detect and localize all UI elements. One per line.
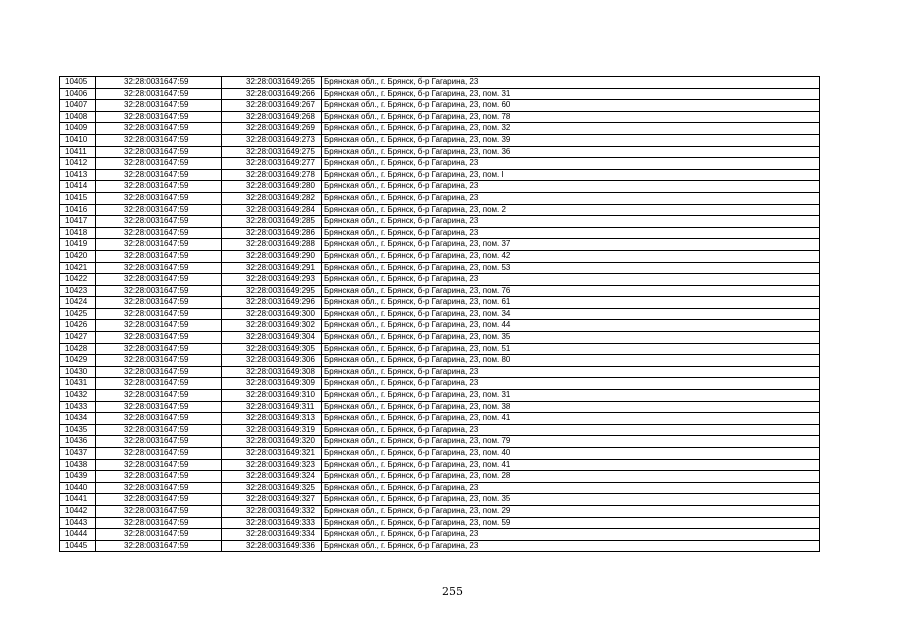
address-cell: Брянская обл., г. Брянск, б-р Гагарина, 23, пом. 76: [322, 285, 820, 297]
address-cell: Брянская обл., г. Брянск, б-р Гагарина, 23, пом. 79: [322, 436, 820, 448]
object-cadastral-number-cell: 32:28:0031649:309: [222, 378, 322, 390]
land-cadastral-number-cell: 32:28:0031647:59: [96, 297, 222, 309]
land-cadastral-number-cell: 32:28:0031647:59: [96, 158, 222, 170]
object-cadastral-number-cell: 32:28:0031649:300: [222, 308, 322, 320]
address-cell: Брянская обл., г. Брянск, б-р Гагарина, 23, пом. 38: [322, 401, 820, 413]
address-cell: Брянская обл., г. Брянск, б-р Гагарина, 23, пом. 2: [322, 204, 820, 216]
land-cadastral-number-cell: 32:28:0031647:59: [96, 366, 222, 378]
address-cell: Брянская обл., г. Брянск, б-р Гагарина, 23, пом. 78: [322, 111, 820, 123]
row-number-cell: 10418: [60, 227, 96, 239]
table-row: [60, 517, 820, 529]
object-cadastral-number-cell: 32:28:0031649:311: [222, 401, 322, 413]
row-number-cell: 10436: [60, 436, 96, 448]
row-number-cell: 10422: [60, 274, 96, 286]
land-cadastral-number-cell: 32:28:0031647:59: [96, 390, 222, 402]
object-cadastral-number-cell: 32:28:0031649:304: [222, 332, 322, 344]
object-cadastral-number-cell: 32:28:0031649:273: [222, 134, 322, 146]
object-cadastral-number-cell: 32:28:0031649:325: [222, 482, 322, 494]
object-cadastral-number-cell: 32:28:0031649:295: [222, 285, 322, 297]
table-row: [60, 204, 820, 216]
table-row: [60, 482, 820, 494]
address-cell: Брянская обл., г. Брянск, б-р Гагарина, 23, пом. 35: [322, 494, 820, 506]
table-row: [60, 146, 820, 158]
land-cadastral-number-cell: 32:28:0031647:59: [96, 459, 222, 471]
object-cadastral-number-cell: 32:28:0031649:302: [222, 320, 322, 332]
row-number-cell: 10417: [60, 216, 96, 228]
address-cell: Брянская обл., г. Брянск, б-р Гагарина, 23: [322, 216, 820, 228]
object-cadastral-number-cell: 32:28:0031649:336: [222, 540, 322, 552]
address-cell: Брянская обл., г. Брянск, б-р Гагарина, 23, пом. 60: [322, 100, 820, 112]
row-number-cell: 10440: [60, 482, 96, 494]
object-cadastral-number-cell: 32:28:0031649:306: [222, 355, 322, 367]
row-number-cell: 10441: [60, 494, 96, 506]
land-cadastral-number-cell: 32:28:0031647:59: [96, 308, 222, 320]
address-cell: Брянская обл., г. Брянск, б-р Гагарина, 23, пом. 44: [322, 320, 820, 332]
table-row: [60, 77, 820, 89]
address-cell: Брянская обл., г. Брянск, б-р Гагарина, 23, пом. 31: [322, 88, 820, 100]
row-number-cell: 10429: [60, 355, 96, 367]
object-cadastral-number-cell: 32:28:0031649:334: [222, 529, 322, 541]
row-number-cell: 10428: [60, 343, 96, 355]
land-cadastral-number-cell: 32:28:0031647:59: [96, 88, 222, 100]
table-row: [60, 343, 820, 355]
object-cadastral-number-cell: 32:28:0031649:284: [222, 204, 322, 216]
page-number: 255: [442, 585, 463, 598]
table-row: [60, 366, 820, 378]
object-cadastral-number-cell: 32:28:0031649:321: [222, 448, 322, 460]
land-cadastral-number-cell: 32:28:0031647:59: [96, 505, 222, 517]
land-cadastral-number-cell: 32:28:0031647:59: [96, 274, 222, 286]
table-row: [60, 262, 820, 274]
table-row: [60, 413, 820, 425]
object-cadastral-number-cell: 32:28:0031649:282: [222, 192, 322, 204]
row-number-cell: 10410: [60, 134, 96, 146]
address-cell: Брянская обл., г. Брянск, б-р Гагарина, 23, пом. 40: [322, 448, 820, 460]
table-row: [60, 471, 820, 483]
land-cadastral-number-cell: 32:28:0031647:59: [96, 540, 222, 552]
address-cell: Брянская обл., г. Брянск, б-р Гагарина, 23, пом. 41: [322, 413, 820, 425]
address-cell: Брянская обл., г. Брянск, б-р Гагарина, 23: [322, 529, 820, 541]
table-row: [60, 88, 820, 100]
registry-table-body: [60, 77, 820, 552]
land-cadastral-number-cell: 32:28:0031647:59: [96, 146, 222, 158]
table-row: [60, 529, 820, 541]
row-number-cell: 10421: [60, 262, 96, 274]
row-number-cell: 10407: [60, 100, 96, 112]
land-cadastral-number-cell: 32:28:0031647:59: [96, 332, 222, 344]
land-cadastral-number-cell: 32:28:0031647:59: [96, 250, 222, 262]
address-cell: Брянская обл., г. Брянск, б-р Гагарина, 23, пом. 31: [322, 390, 820, 402]
address-cell: Брянская обл., г. Брянск, б-р Гагарина, 23, пом. 41: [322, 459, 820, 471]
address-cell: Брянская обл., г. Брянск, б-р Гагарина, 23, пом. 39: [322, 134, 820, 146]
address-cell: Брянская обл., г. Брянск, б-р Гагарина, 23: [322, 482, 820, 494]
table-row: [60, 158, 820, 170]
object-cadastral-number-cell: 32:28:0031649:291: [222, 262, 322, 274]
land-cadastral-number-cell: 32:28:0031647:59: [96, 169, 222, 181]
row-number-cell: 10425: [60, 308, 96, 320]
land-cadastral-number-cell: 32:28:0031647:59: [96, 181, 222, 193]
address-cell: Брянская обл., г. Брянск, б-р Гагарина, 23, пом. 59: [322, 517, 820, 529]
object-cadastral-number-cell: 32:28:0031649:278: [222, 169, 322, 181]
table-row: [60, 274, 820, 286]
table-row: [60, 285, 820, 297]
table-row: [60, 424, 820, 436]
object-cadastral-number-cell: 32:28:0031649:323: [222, 459, 322, 471]
address-cell: Брянская обл., г. Брянск, б-р Гагарина, 23: [322, 540, 820, 552]
table-row: [60, 494, 820, 506]
address-cell: Брянская обл., г. Брянск, б-р Гагарина, 23, пом. 32: [322, 123, 820, 135]
object-cadastral-number-cell: 32:28:0031649:277: [222, 158, 322, 170]
land-cadastral-number-cell: 32:28:0031647:59: [96, 343, 222, 355]
land-cadastral-number-cell: 32:28:0031647:59: [96, 448, 222, 460]
table-row: [60, 111, 820, 123]
address-cell: Брянская обл., г. Брянск, б-р Гагарина, 23, пом. 28: [322, 471, 820, 483]
row-number-cell: 10432: [60, 390, 96, 402]
land-cadastral-number-cell: 32:28:0031647:59: [96, 529, 222, 541]
land-cadastral-number-cell: 32:28:0031647:59: [96, 227, 222, 239]
table-row: [60, 308, 820, 320]
table-row: [60, 181, 820, 193]
table-row: [60, 436, 820, 448]
row-number-cell: 10439: [60, 471, 96, 483]
object-cadastral-number-cell: 32:28:0031649:285: [222, 216, 322, 228]
row-number-cell: 10437: [60, 448, 96, 460]
row-number-cell: 10416: [60, 204, 96, 216]
address-cell: Брянская обл., г. Брянск, б-р Гагарина, 23, пом. 42: [322, 250, 820, 262]
object-cadastral-number-cell: 32:28:0031649:288: [222, 239, 322, 251]
row-number-cell: 10412: [60, 158, 96, 170]
table-row: [60, 332, 820, 344]
land-cadastral-number-cell: 32:28:0031647:59: [96, 204, 222, 216]
object-cadastral-number-cell: 32:28:0031649:293: [222, 274, 322, 286]
table-row: [60, 378, 820, 390]
table-row: [60, 390, 820, 402]
object-cadastral-number-cell: 32:28:0031649:324: [222, 471, 322, 483]
object-cadastral-number-cell: 32:28:0031649:290: [222, 250, 322, 262]
table-row: [60, 192, 820, 204]
row-number-cell: 10409: [60, 123, 96, 135]
address-cell: Брянская обл., г. Брянск, б-р Гагарина, 23: [322, 378, 820, 390]
row-number-cell: 10405: [60, 77, 96, 89]
address-cell: Брянская обл., г. Брянск, б-р Гагарина, 23, пом. 29: [322, 505, 820, 517]
row-number-cell: 10430: [60, 366, 96, 378]
row-number-cell: 10424: [60, 297, 96, 309]
table-row: [60, 401, 820, 413]
land-cadastral-number-cell: 32:28:0031647:59: [96, 482, 222, 494]
object-cadastral-number-cell: 32:28:0031649:267: [222, 100, 322, 112]
row-number-cell: 10438: [60, 459, 96, 471]
table-row: [60, 169, 820, 181]
land-cadastral-number-cell: 32:28:0031647:59: [96, 494, 222, 506]
object-cadastral-number-cell: 32:28:0031649:305: [222, 343, 322, 355]
table-row: [60, 448, 820, 460]
table-row: [60, 297, 820, 309]
object-cadastral-number-cell: 32:28:0031649:296: [222, 297, 322, 309]
table-row: [60, 134, 820, 146]
table-row: [60, 123, 820, 135]
land-cadastral-number-cell: 32:28:0031647:59: [96, 100, 222, 112]
row-number-cell: 10413: [60, 169, 96, 181]
row-number-cell: 10406: [60, 88, 96, 100]
object-cadastral-number-cell: 32:28:0031649:313: [222, 413, 322, 425]
object-cadastral-number-cell: 32:28:0031649:268: [222, 111, 322, 123]
table-row: [60, 355, 820, 367]
row-number-cell: 10433: [60, 401, 96, 413]
address-cell: Брянская обл., г. Брянск, б-р Гагарина, 23: [322, 158, 820, 170]
object-cadastral-number-cell: 32:28:0031649:333: [222, 517, 322, 529]
address-cell: Брянская обл., г. Брянск, б-р Гагарина, 23, пом. 35: [322, 332, 820, 344]
object-cadastral-number-cell: 32:28:0031649:332: [222, 505, 322, 517]
object-cadastral-number-cell: 32:28:0031649:265: [222, 77, 322, 89]
land-cadastral-number-cell: 32:28:0031647:59: [96, 134, 222, 146]
object-cadastral-number-cell: 32:28:0031649:319: [222, 424, 322, 436]
land-cadastral-number-cell: 32:28:0031647:59: [96, 77, 222, 89]
row-number-cell: 10444: [60, 529, 96, 541]
row-number-cell: 10408: [60, 111, 96, 123]
object-cadastral-number-cell: 32:28:0031649:327: [222, 494, 322, 506]
land-cadastral-number-cell: 32:28:0031647:59: [96, 378, 222, 390]
land-cadastral-number-cell: 32:28:0031647:59: [96, 436, 222, 448]
row-number-cell: 10423: [60, 285, 96, 297]
object-cadastral-number-cell: 32:28:0031649:269: [222, 123, 322, 135]
address-cell: Брянская обл., г. Брянск, б-р Гагарина, 23: [322, 274, 820, 286]
address-cell: Брянская обл., г. Брянск, б-р Гагарина, 23, пом. 61: [322, 297, 820, 309]
row-number-cell: 10420: [60, 250, 96, 262]
row-number-cell: 10445: [60, 540, 96, 552]
table-row: [60, 459, 820, 471]
address-cell: Брянская обл., г. Брянск, б-р Гагарина, 23, пом. 36: [322, 146, 820, 158]
table-row: [60, 320, 820, 332]
land-cadastral-number-cell: 32:28:0031647:59: [96, 216, 222, 228]
address-cell: Брянская обл., г. Брянск, б-р Гагарина, 23: [322, 77, 820, 89]
address-cell: Брянская обл., г. Брянск, б-р Гагарина, 23, пом. 80: [322, 355, 820, 367]
land-cadastral-number-cell: 32:28:0031647:59: [96, 192, 222, 204]
land-cadastral-number-cell: 32:28:0031647:59: [96, 239, 222, 251]
land-cadastral-number-cell: 32:28:0031647:59: [96, 111, 222, 123]
land-cadastral-number-cell: 32:28:0031647:59: [96, 262, 222, 274]
object-cadastral-number-cell: 32:28:0031649:310: [222, 390, 322, 402]
table-row: [60, 250, 820, 262]
row-number-cell: 10426: [60, 320, 96, 332]
address-cell: Брянская обл., г. Брянск, б-р Гагарина, 23: [322, 227, 820, 239]
address-cell: Брянская обл., г. Брянск, б-р Гагарина, 23: [322, 181, 820, 193]
land-cadastral-number-cell: 32:28:0031647:59: [96, 355, 222, 367]
address-cell: Брянская обл., г. Брянск, б-р Гагарина, 23, пом. 53: [322, 262, 820, 274]
table-row: [60, 100, 820, 112]
address-cell: Брянская обл., г. Брянск, б-р Гагарина, 23: [322, 192, 820, 204]
row-number-cell: 10427: [60, 332, 96, 344]
row-number-cell: 10414: [60, 181, 96, 193]
row-number-cell: 10435: [60, 424, 96, 436]
land-cadastral-number-cell: 32:28:0031647:59: [96, 517, 222, 529]
table-row: [60, 239, 820, 251]
row-number-cell: 10415: [60, 192, 96, 204]
table-row: [60, 540, 820, 552]
object-cadastral-number-cell: 32:28:0031649:275: [222, 146, 322, 158]
object-cadastral-number-cell: 32:28:0031649:280: [222, 181, 322, 193]
address-cell: Брянская обл., г. Брянск, б-р Гагарина, 23, пом. 37: [322, 239, 820, 251]
row-number-cell: 10411: [60, 146, 96, 158]
table-row: [60, 227, 820, 239]
address-cell: Брянская обл., г. Брянск, б-р Гагарина, 23: [322, 366, 820, 378]
table-row: [60, 505, 820, 517]
address-cell: Брянская обл., г. Брянск, б-р Гагарина, 23, пом. I: [322, 169, 820, 181]
land-cadastral-number-cell: 32:28:0031647:59: [96, 471, 222, 483]
land-cadastral-number-cell: 32:28:0031647:59: [96, 285, 222, 297]
address-cell: Брянская обл., г. Брянск, б-р Гагарина, 23, пом. 51: [322, 343, 820, 355]
row-number-cell: 10431: [60, 378, 96, 390]
land-cadastral-number-cell: 32:28:0031647:59: [96, 401, 222, 413]
land-cadastral-number-cell: 32:28:0031647:59: [96, 424, 222, 436]
object-cadastral-number-cell: 32:28:0031649:266: [222, 88, 322, 100]
row-number-cell: 10442: [60, 505, 96, 517]
table-row: [60, 216, 820, 228]
row-number-cell: 10419: [60, 239, 96, 251]
object-cadastral-number-cell: 32:28:0031649:320: [222, 436, 322, 448]
object-cadastral-number-cell: 32:28:0031649:286: [222, 227, 322, 239]
land-cadastral-number-cell: 32:28:0031647:59: [96, 123, 222, 135]
object-cadastral-number-cell: 32:28:0031649:308: [222, 366, 322, 378]
address-cell: Брянская обл., г. Брянск, б-р Гагарина, 23, пом. 34: [322, 308, 820, 320]
land-cadastral-number-cell: 32:28:0031647:59: [96, 413, 222, 425]
land-cadastral-number-cell: 32:28:0031647:59: [96, 320, 222, 332]
registry-table: [59, 76, 820, 552]
row-number-cell: 10443: [60, 517, 96, 529]
address-cell: Брянская обл., г. Брянск, б-р Гагарина, 23: [322, 424, 820, 436]
row-number-cell: 10434: [60, 413, 96, 425]
